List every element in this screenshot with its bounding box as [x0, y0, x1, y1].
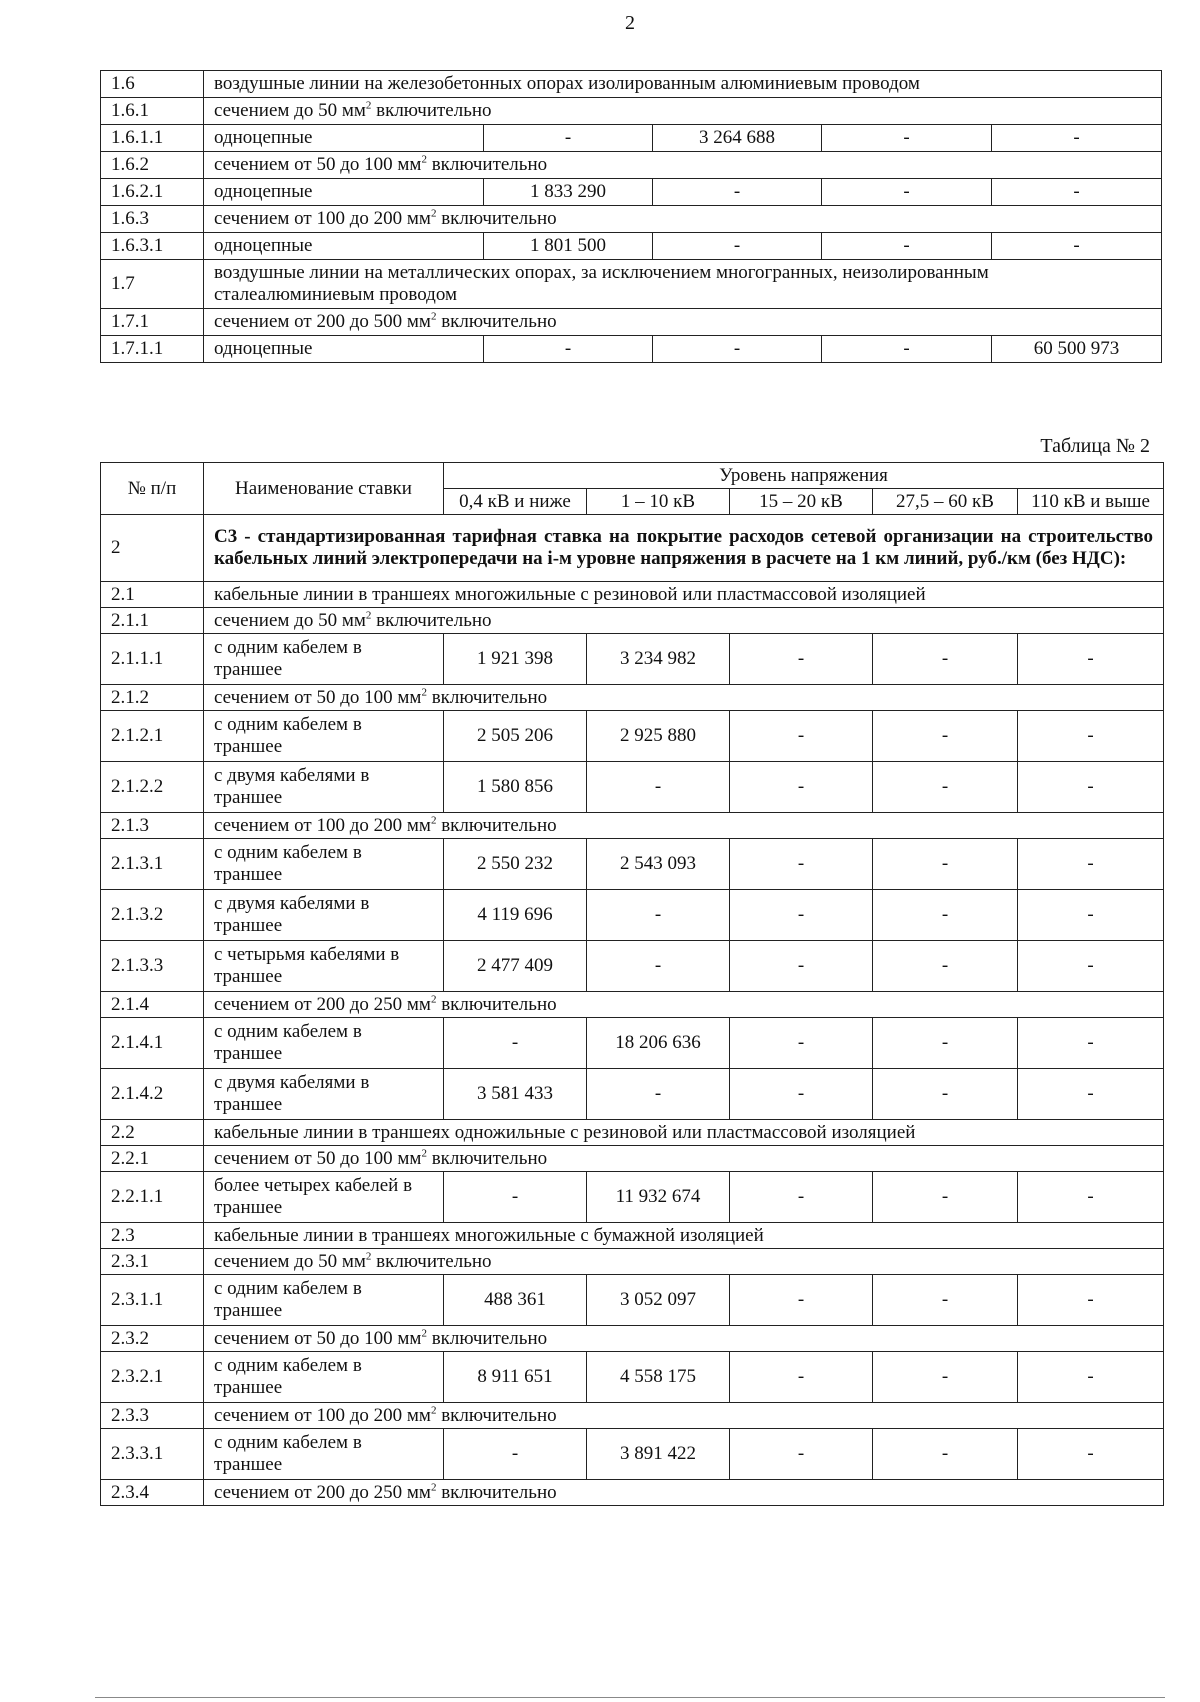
rate-name-text: сечением до 50 мм	[214, 100, 366, 122]
header-level: 27,5 – 60 кВ	[873, 489, 1018, 515]
footer-divider	[95, 1697, 1165, 1698]
row-number: 2.1.3.1	[101, 839, 204, 890]
row-number: 2.2	[101, 1120, 204, 1146]
rate-value: -	[730, 1429, 873, 1480]
rate-value: 488 361	[444, 1275, 587, 1326]
rate-value: -	[730, 1069, 873, 1120]
rate-value: -	[822, 336, 992, 363]
rate-value: -	[587, 762, 730, 813]
row-number: 2.3.3.1	[101, 1429, 204, 1480]
header-num: № п/п	[101, 463, 204, 515]
rate-value: 1 921 398	[444, 634, 587, 685]
rate-name: кабельные линии в траншеях одножильные с резиновой или пластмассовой изоляцией	[204, 1120, 1164, 1146]
rates-table-continued	[100, 70, 1162, 363]
table-row	[101, 839, 1164, 890]
rate-name	[204, 1146, 1164, 1172]
rate-value: 4 558 175	[587, 1352, 730, 1403]
rate-name: более четырех кабелей в траншее	[204, 1172, 444, 1223]
table-header	[101, 463, 1164, 515]
rate-name	[204, 152, 1162, 179]
table-caption: Таблица № 2	[1040, 435, 1150, 457]
rate-value: 3 052 097	[587, 1275, 730, 1326]
table-row	[101, 608, 1164, 634]
section-row	[101, 515, 1164, 582]
rate-name-suffix: включительно	[436, 311, 557, 333]
unit-superscript: 2	[421, 1327, 427, 1340]
rate-value: -	[730, 711, 873, 762]
rate-value: -	[1018, 711, 1164, 762]
table-row	[101, 71, 1162, 98]
unit-superscript: 2	[421, 1147, 427, 1160]
rate-name-suffix: включительно	[426, 1147, 548, 1169]
rate-value: -	[873, 890, 1018, 941]
row-number: 2.1.2	[101, 685, 204, 711]
rate-name-text: сечением до 50 мм	[214, 1250, 366, 1272]
rate-name: воздушные линии на железобетонных опорах изолированным алюминиевым проводом	[204, 71, 1162, 98]
rate-value: -	[444, 1429, 587, 1480]
rate-value: -	[1018, 839, 1164, 890]
rate-value: -	[587, 941, 730, 992]
rate-name-suffix: включительно	[436, 814, 557, 836]
cable-rates-body	[101, 515, 1164, 1506]
unit-superscript: 2	[430, 993, 437, 1006]
row-number: 1.6.3	[101, 206, 204, 233]
rate-value: -	[730, 1352, 873, 1403]
rate-value: -	[992, 179, 1162, 206]
cable-rates-table	[100, 462, 1164, 1506]
header-level: 1 – 10 кВ	[587, 489, 730, 515]
row-number: 2.1.2.1	[101, 711, 204, 762]
rate-value: 4 119 696	[444, 890, 587, 941]
rate-name	[204, 309, 1162, 336]
rate-name: одноцепные	[204, 336, 484, 363]
rate-name: одноцепные	[204, 233, 484, 260]
rate-value: -	[1018, 1018, 1164, 1069]
rate-name-text: сечением от 200 до 500 мм	[214, 311, 431, 333]
rate-value: -	[873, 762, 1018, 813]
rate-value: 2 925 880	[587, 711, 730, 762]
rate-value: -	[1018, 634, 1164, 685]
rate-name: одноцепные	[204, 125, 484, 152]
table-row	[101, 260, 1162, 309]
rate-value: -	[1018, 762, 1164, 813]
rate-value: -	[730, 839, 873, 890]
header-level: 15 – 20 кВ	[730, 489, 873, 515]
table-row	[101, 1326, 1164, 1352]
rate-name-suffix: включительно	[426, 1327, 548, 1349]
rate-name-text: сечением от 200 до 250 мм	[214, 1481, 431, 1503]
rates-table-body	[101, 71, 1162, 363]
rate-name	[204, 685, 1164, 711]
rate-name: кабельные линии в траншеях многожильные с бумажной изоляцией	[204, 1223, 1164, 1249]
rate-value: -	[730, 1172, 873, 1223]
rate-value: -	[444, 1018, 587, 1069]
rate-value: 2 505 206	[444, 711, 587, 762]
row-number: 2.3.1	[101, 1249, 204, 1275]
rate-name-suffix: включительно	[426, 686, 548, 708]
table-row	[101, 1223, 1164, 1249]
rate-value: -	[1018, 1172, 1164, 1223]
unit-superscript: 2	[430, 1481, 437, 1494]
table-row	[101, 1429, 1164, 1480]
unit-superscript: 2	[430, 207, 437, 220]
rate-name-text: сечением от 50 до 100 мм	[214, 1327, 422, 1349]
rate-name: с одним кабелем в траншее	[204, 634, 444, 685]
row-number: 2.3.1.1	[101, 1275, 204, 1326]
rate-name	[204, 1403, 1164, 1429]
unit-superscript: 2	[430, 1404, 437, 1417]
rate-value: 3 891 422	[587, 1429, 730, 1480]
rate-name	[204, 98, 1162, 125]
rate-name: с одним кабелем в траншее	[204, 711, 444, 762]
row-number: 1.6.2	[101, 152, 204, 179]
rate-value: -	[1018, 1069, 1164, 1120]
table-row	[101, 762, 1164, 813]
rate-value: -	[730, 941, 873, 992]
rate-name-suffix: включительно	[436, 993, 557, 1015]
rate-name-suffix: включительно	[436, 1481, 557, 1503]
rate-value: -	[873, 1069, 1018, 1120]
rate-value: -	[873, 1172, 1018, 1223]
row-number: 1.6.3.1	[101, 233, 204, 260]
rate-value: 1 833 290	[484, 179, 653, 206]
table-row	[101, 1146, 1164, 1172]
unit-superscript: 2	[365, 1250, 372, 1263]
row-number: 2.1.1.1	[101, 634, 204, 685]
rate-name-text: сечением от 50 до 100 мм	[214, 154, 422, 176]
rate-name-suffix: включительно	[436, 1404, 557, 1426]
rate-value: 18 206 636	[587, 1018, 730, 1069]
row-number: 1.6.1	[101, 98, 204, 125]
rate-value: -	[730, 890, 873, 941]
rate-value: -	[873, 941, 1018, 992]
rate-value: -	[873, 1429, 1018, 1480]
rate-name	[204, 1326, 1164, 1352]
rate-name: с одним кабелем в траншее	[204, 1275, 444, 1326]
rate-value: -	[653, 179, 822, 206]
rate-value: -	[822, 125, 992, 152]
rate-value: 1 580 856	[444, 762, 587, 813]
rate-value: -	[1018, 890, 1164, 941]
table-row	[101, 1069, 1164, 1120]
table-row	[101, 1120, 1164, 1146]
rate-name-suffix: включительно	[371, 100, 492, 122]
rate-value: -	[873, 634, 1018, 685]
rate-value: 1 801 500	[484, 233, 653, 260]
rate-name-text: сечением от 50 до 100 мм	[214, 1147, 422, 1169]
table-row	[101, 1352, 1164, 1403]
section-number: 2	[101, 515, 204, 582]
rate-value: -	[822, 179, 992, 206]
table-row	[101, 1403, 1164, 1429]
row-number: 2.3	[101, 1223, 204, 1249]
rate-value: -	[587, 890, 730, 941]
rate-value: 60 500 973	[992, 336, 1162, 363]
rate-value: 3 234 982	[587, 634, 730, 685]
rate-name: кабельные линии в траншеях многожильные с резиновой или пластмассовой изоляцией	[204, 582, 1164, 608]
rate-name-suffix: включительно	[426, 154, 548, 176]
table-row	[101, 711, 1164, 762]
row-number: 2.2.1	[101, 1146, 204, 1172]
rate-value: -	[730, 634, 873, 685]
table-row	[101, 1172, 1164, 1223]
row-number: 1.7	[101, 260, 204, 309]
rate-name-text: сечением от 100 до 200 мм	[214, 208, 431, 230]
header-level: 110 кВ и выше	[1018, 489, 1164, 515]
rate-name-suffix: включительно	[371, 1250, 492, 1272]
table-row	[101, 1249, 1164, 1275]
rate-name-text: сечением до 50 мм	[214, 609, 366, 631]
rate-value: -	[992, 125, 1162, 152]
rate-value: -	[873, 1352, 1018, 1403]
row-number: 1.7.1.1	[101, 336, 204, 363]
rate-name: воздушные линии на металлических опорах, за исключением многогранных, неизолированным сталеалюминиевым проводом	[204, 260, 1162, 309]
rate-value: -	[873, 1275, 1018, 1326]
rate-value: -	[822, 233, 992, 260]
rate-name-text: сечением от 200 до 250 мм	[214, 993, 431, 1015]
rate-value: 11 932 674	[587, 1172, 730, 1223]
unit-superscript: 2	[421, 153, 427, 166]
unit-superscript: 2	[430, 310, 437, 323]
rate-name	[204, 608, 1164, 634]
rate-value: -	[873, 1018, 1018, 1069]
table-row	[101, 125, 1162, 152]
rate-value: -	[1018, 1352, 1164, 1403]
unit-superscript: 2	[365, 609, 372, 622]
rate-name-text: сечением от 100 до 200 мм	[214, 814, 431, 836]
rate-name	[204, 206, 1162, 233]
table-row	[101, 634, 1164, 685]
table-row	[101, 206, 1162, 233]
rate-value: -	[873, 839, 1018, 890]
unit-superscript: 2	[421, 686, 427, 699]
rate-value: -	[1018, 941, 1164, 992]
row-number: 2.1.3.2	[101, 890, 204, 941]
row-number: 2.1.3	[101, 813, 204, 839]
rate-value: -	[653, 233, 822, 260]
row-number: 1.7.1	[101, 309, 204, 336]
row-number: 2.1	[101, 582, 204, 608]
table-row	[101, 233, 1162, 260]
rate-value: 2 477 409	[444, 941, 587, 992]
table-row	[101, 685, 1164, 711]
rate-value: -	[730, 1275, 873, 1326]
rate-value: -	[653, 336, 822, 363]
table-row	[101, 152, 1162, 179]
rate-name-suffix: включительно	[371, 609, 492, 631]
rate-name: с двумя кабелями в траншее	[204, 890, 444, 941]
header-rate-name: Наименование ставки	[204, 463, 444, 515]
table-row	[101, 941, 1164, 992]
rate-name: с двумя кабелями в траншее	[204, 762, 444, 813]
row-number: 2.1.1	[101, 608, 204, 634]
row-number: 2.3.3	[101, 1403, 204, 1429]
row-number: 1.6.2.1	[101, 179, 204, 206]
table-row	[101, 1480, 1164, 1506]
header-voltage-level: Уровень напряжения	[444, 463, 1164, 489]
rate-name	[204, 992, 1164, 1018]
row-number: 2.3.2.1	[101, 1352, 204, 1403]
table-row	[101, 179, 1162, 206]
row-number: 2.3.2	[101, 1326, 204, 1352]
rate-name	[204, 813, 1164, 839]
rate-name: с двумя кабелями в траншее	[204, 1069, 444, 1120]
rate-value: -	[1018, 1275, 1164, 1326]
rate-value: 3 264 688	[653, 125, 822, 152]
table-row	[101, 582, 1164, 608]
rate-value: 8 911 651	[444, 1352, 587, 1403]
rate-name-suffix: включительно	[436, 208, 557, 230]
rate-value: -	[484, 336, 653, 363]
rate-value: -	[484, 125, 653, 152]
row-number: 2.1.4.1	[101, 1018, 204, 1069]
rate-name-text: сечением от 100 до 200 мм	[214, 1404, 431, 1426]
header-level: 0,4 кВ и ниже	[444, 489, 587, 515]
table-row	[101, 890, 1164, 941]
table-row	[101, 1275, 1164, 1326]
rate-name: с одним кабелем в траншее	[204, 1018, 444, 1069]
table-row	[101, 1018, 1164, 1069]
rate-name: с одним кабелем в траншее	[204, 839, 444, 890]
row-number: 2.1.2.2	[101, 762, 204, 813]
rate-value: -	[730, 762, 873, 813]
rate-value: -	[992, 233, 1162, 260]
rate-name	[204, 1480, 1164, 1506]
row-number: 2.1.3.3	[101, 941, 204, 992]
page-number: 2	[625, 12, 635, 34]
rate-value: 2 543 093	[587, 839, 730, 890]
row-number: 1.6	[101, 71, 204, 98]
rate-value: -	[444, 1172, 587, 1223]
rate-value: -	[1018, 1429, 1164, 1480]
rate-name	[204, 1249, 1164, 1275]
rate-value: 2 550 232	[444, 839, 587, 890]
table-row	[101, 336, 1162, 363]
table-row	[101, 98, 1162, 125]
table-row	[101, 992, 1164, 1018]
row-number: 1.6.1.1	[101, 125, 204, 152]
rate-name-text: сечением от 50 до 100 мм	[214, 686, 422, 708]
unit-superscript: 2	[365, 99, 372, 112]
rate-name: с одним кабелем в траншее	[204, 1352, 444, 1403]
table-row	[101, 309, 1162, 336]
row-number: 2.1.4	[101, 992, 204, 1018]
table-row	[101, 813, 1164, 839]
row-number: 2.2.1.1	[101, 1172, 204, 1223]
rate-name: с четырьмя кабелями в траншее	[204, 941, 444, 992]
row-number: 2.3.4	[101, 1480, 204, 1506]
unit-superscript: 2	[430, 814, 437, 827]
rate-value: 3 581 433	[444, 1069, 587, 1120]
section-title: С3 - стандартизированная тарифная ставка на покрытие расходов сетевой организации на строительство кабельных линий электропередачи на i-м уровне напряжения в расчете на 1 км линий, руб./км (без НДС):	[204, 515, 1164, 582]
rate-value: -	[730, 1018, 873, 1069]
rate-value: -	[873, 711, 1018, 762]
row-number: 2.1.4.2	[101, 1069, 204, 1120]
rate-name: с одним кабелем в траншее	[204, 1429, 444, 1480]
rate-value: -	[587, 1069, 730, 1120]
rate-name: одноцепные	[204, 179, 484, 206]
